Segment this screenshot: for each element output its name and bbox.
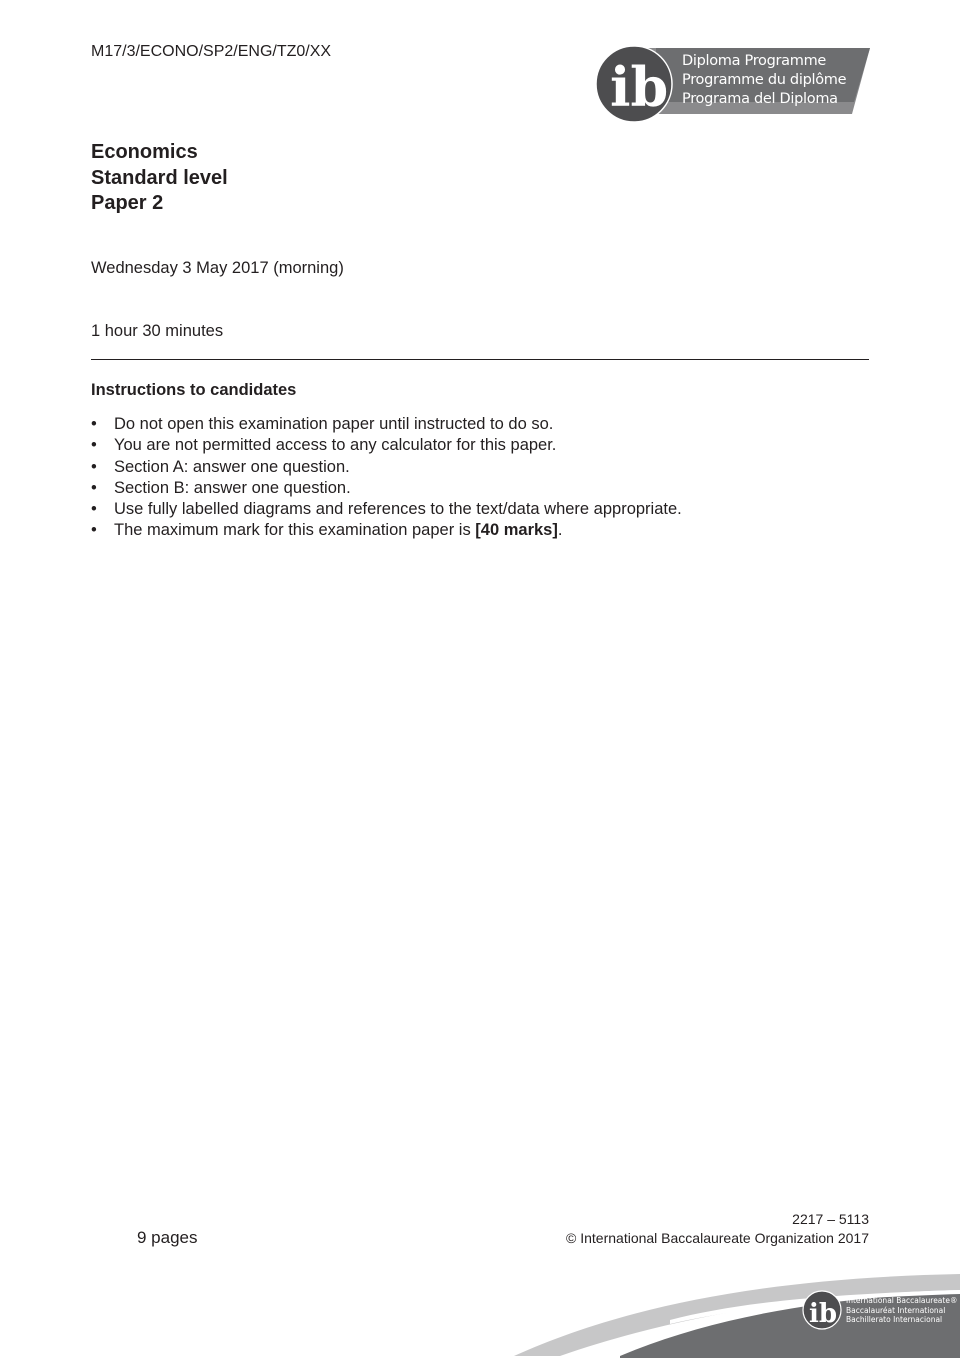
svg-text:ib: ib (610, 55, 669, 119)
paper-code: 2217 – 5113 (792, 1211, 869, 1227)
instruction-item (91, 499, 682, 520)
instruction-item (91, 457, 682, 478)
max-mark-value: [40 marks] (475, 521, 558, 540)
page-count: 9 pages (137, 1228, 198, 1247)
instruction-text: Section A: answer one question. (114, 457, 350, 476)
max-mark-suffix: . (557, 521, 563, 540)
bullet-icon: • (91, 478, 97, 497)
subject-title: Economics (91, 141, 198, 163)
footer-logo-text (846, 1296, 957, 1325)
copyright-notice: © International Baccalaureate Organization 2017 (566, 1230, 869, 1246)
instructions-list (91, 414, 682, 542)
bullet-icon: • (91, 500, 97, 519)
logo-line-en: Diploma Programme (682, 53, 827, 69)
instruction-item (91, 435, 682, 456)
instructions-heading: Instructions to candidates (91, 381, 297, 399)
bullet-icon: • (91, 521, 97, 540)
instruction-item (91, 414, 682, 435)
divider (91, 359, 869, 360)
ib-diploma-logo (596, 44, 870, 124)
bullet-icon: • (91, 436, 97, 455)
footer-logo-line-fr: Baccalauréat International (846, 1305, 946, 1315)
instruction-text: Do not open this examination paper until instructed to do so. (114, 415, 554, 433)
instruction-text: You are not permitted access to any calculator for this paper. (114, 436, 557, 455)
level-title: Standard level (91, 166, 228, 189)
exam-code: M17/3/ECONO/SP2/ENG/TZ0/XX (91, 43, 332, 60)
footer-logo-line-es: Bachillerato Internacional (846, 1315, 943, 1324)
instruction-text: Use fully labelled diagrams and references to the text/data where appropriate. (114, 500, 682, 519)
bullet-icon: • (91, 457, 97, 476)
logo-text-block (682, 52, 846, 109)
ib-footer-logo (500, 1268, 960, 1358)
max-mark-prefix: The maximum mark for this examination paper is (114, 521, 476, 540)
svg-text:ib: ib (809, 1299, 838, 1329)
footer-logo-line-en: International Baccalaureate® (846, 1296, 958, 1305)
exam-duration: 1 hour 30 minutes (91, 322, 224, 340)
paper-title-block (91, 140, 228, 217)
paper-title: Paper 2 (91, 192, 164, 214)
exam-date: Wednesday 3 May 2017 (morning) (91, 259, 344, 277)
logo-line-fr: Programme du diplôme (682, 72, 847, 88)
logo-line-es: Programa del Diploma (682, 91, 838, 107)
instruction-text: Section B: answer one question. (114, 478, 351, 497)
instruction-item (91, 478, 682, 499)
instruction-item-max-mark (91, 520, 682, 541)
bullet-icon: • (91, 415, 97, 433)
